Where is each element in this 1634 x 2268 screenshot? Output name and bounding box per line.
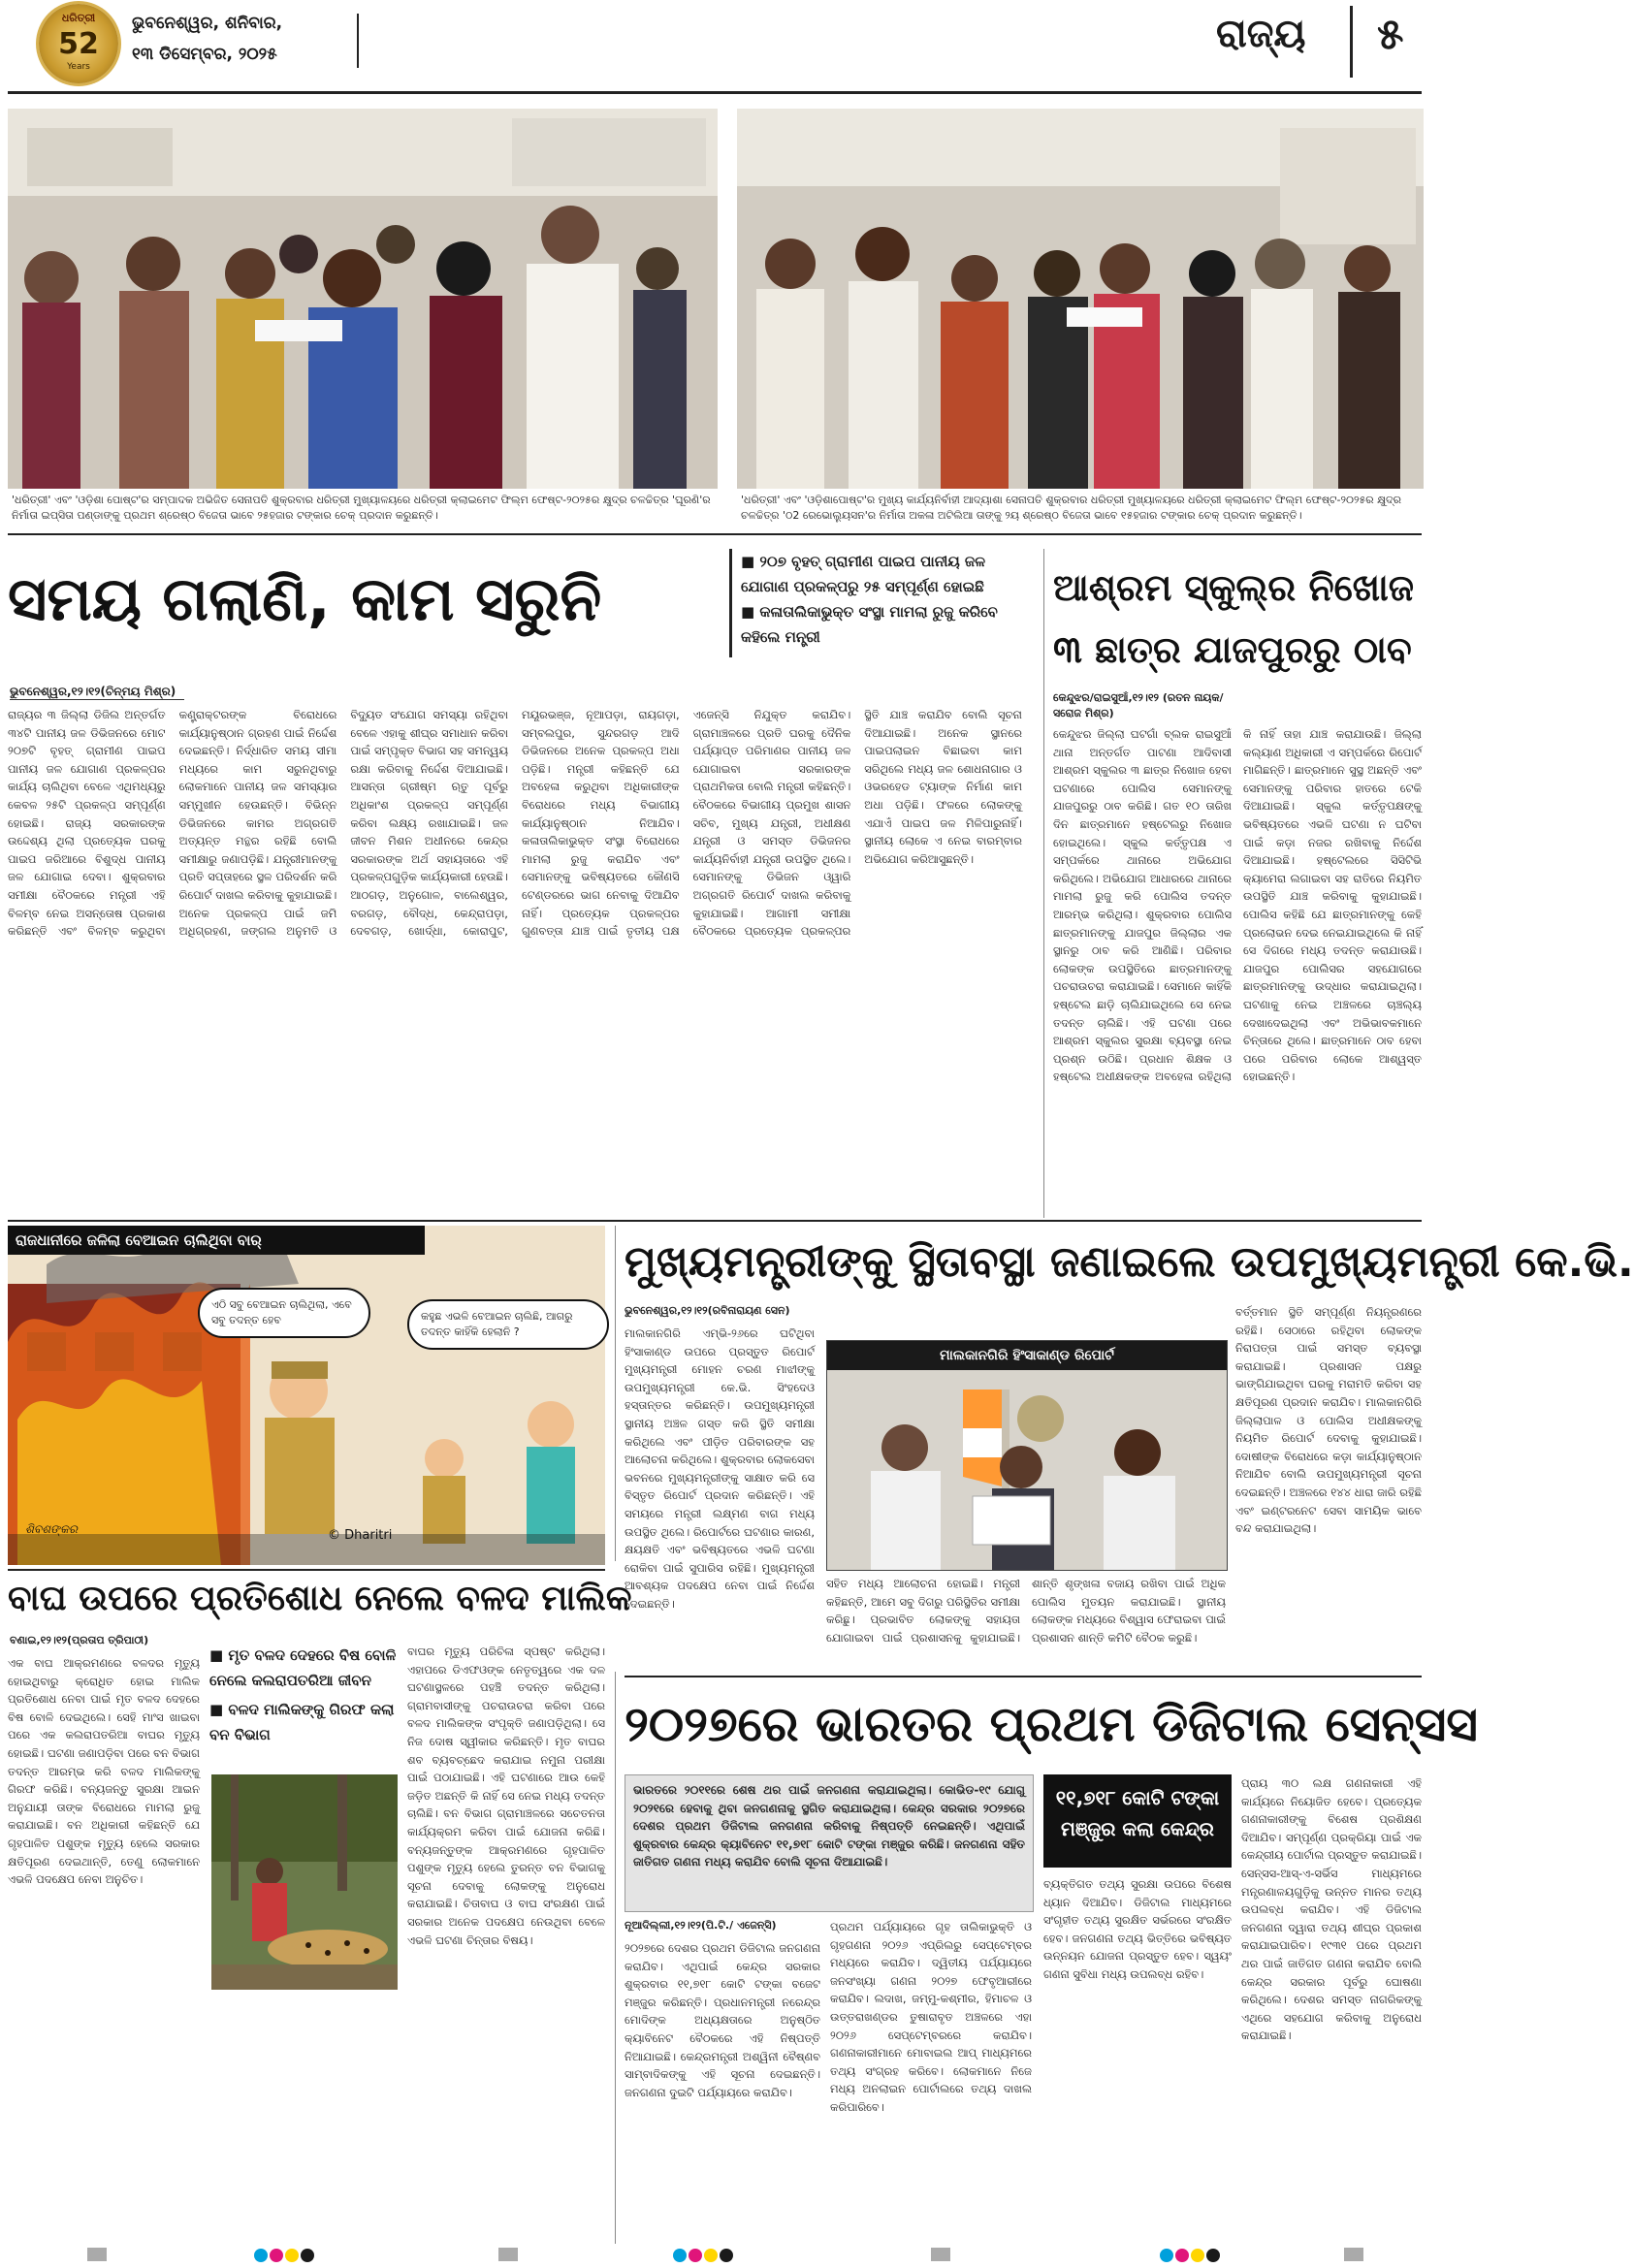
page-number: ୫: [1377, 10, 1404, 59]
story5-budget-box: [1043, 1774, 1232, 1868]
registration-bar-mid-left: [498, 2248, 518, 2261]
cartoon-title-box: [8, 1226, 425, 1255]
story4-body-left: ଏକ ବାଘ ଆକ୍ରମଣରେ ବଳଦର ମୃତ୍ୟୁ ହୋଇଥିବାରୁ କ୍ରୋଧିତ ହୋଇ ମାଲିକ ପ୍ରତିଶୋଧ ନେବା ପାଇଁ ମୃତ ବଳଦ ଦେହରେ ବିଷ ବୋଳି ଦେଇଥିଲେ। ସେହି ମାଂସ ଖାଇବା ପରେ ଏକ କଲରାପତରିଆ ବାଘର ମୃତ୍ୟୁ ହୋଇଛି। ଘଟଣା ଜଣାପଡ଼ିବା ପରେ ବନ ବିଭାଗ ତଦନ୍ତ ଆରମ୍ଭ କରି ବଳଦ ମାଲିକଙ୍କୁ ଗିରଫ କରିଛି। ବନ୍ୟଜନ୍ତୁ ସୁରକ୍ଷା ଆଇନ ଅନୁଯାୟୀ ତାଙ୍କ ବିରୋଧରେ ମାମଲା ରୁଜୁ କରାଯାଇଛି। ବନ ଅଧିକାରୀ କହିଛନ୍ତି ଯେ ଗୃହପାଳିତ ପଶୁଙ୍କ ମୃତ୍ୟୁ ହେଲେ ସରକାର କ୍ଷତିପୂରଣ ଦେଇଥାନ୍ତି, ତେଣୁ ଲୋକମାନେ ଏଭଳି ପଦକ୍ଷେପ ନେବା ଅନୁଚିତ।: [8, 1656, 200, 1887]
story5-top-rule: [625, 1676, 1422, 1677]
story5-budget-line1: ୧୧,୭୧୮ କୋଟି ଟଙ୍କା: [1055, 1786, 1220, 1809]
story4-dateline: ବଣାଇ,୧୨।୧୨(ପ୍ରତାପ ତ୍ରିପାଠୀ): [10, 1634, 149, 1646]
masthead-rule: [8, 91, 1422, 94]
cartoon-title: ରାଜଧାନୀରେ ଜଳିଲା ବେଆଇନ ଚାଲିଥିବା ବାର୍‌: [16, 1231, 262, 1249]
story1-bullet-2: ■ କଳାତାଲିକାଭୁକ୍ତ ସଂସ୍ଥା ମାମଲା ରୁଜୁ କରିବେ କହିଲେ ମନ୍ତ୍ରୀ: [741, 599, 1032, 650]
cartoon-panel: [8, 1226, 605, 1565]
story2-body: କେନ୍ଦୁଝର ଜିଲ୍ଲା ଘଟଗାଁ ବ୍ଲକ ରାଇସୁଆଁ ଥାନା ଅନ୍ତର୍ଗତ ପାଟଣା ଆଦିବାସୀ ଆଶ୍ରମ ସ୍କୁଲର ୩ ଛାତ୍ର ନିଖୋଜ ହେବା ଘଟଣାରେ ପୋଲିସ ସେମାନଙ୍କୁ ଯାଜପୁରରୁ ଠାବ କରିଛି। ଗତ ୧୦ ତାରିଖ ଦିନ ଛାତ୍ରମାନେ ହଷ୍ଟେଲରୁ ନିଖୋଜ ହୋଇଥିଲେ। ସ୍କୁଲ କର୍ତ୍ତୃପକ୍ଷ ଏ ସମ୍ପର୍କରେ ଥାନାରେ ଅଭିଯୋଗ କରିଥିଲେ। ଅଭିଯୋଗ ଆଧାରରେ ଥାନାରେ ମାମଲା ରୁଜୁ କରି ପୋଲିସ ତଦନ୍ତ ଆରମ୍ଭ କରିଥିଲା। ଶୁକ୍ରବାର ପୋଲିସ ଛାତ୍ରମାନଙ୍କୁ ଯାଜପୁର ଜିଲ୍ଲାର ଏକ ସ୍ଥାନରୁ ଠାବ କରି ଆଣିଛି। ପରିବାର ଲୋକଙ୍କ ଉପସ୍ଥିତିରେ ଛାତ୍ରମାନଙ୍କୁ ପଚରାଉଚରା କରାଯାଇଛି। ସେମାନେ କାହିଁକି ହଷ୍ଟେଲ ଛାଡ଼ି ଚାଲିଯାଇଥିଲେ ସେ ନେଇ ତଦନ୍ତ ଚାଲିଛି। ଏହି ଘଟଣା ପରେ ଆଶ୍ରମ ସ୍କୁଲର ସୁରକ୍ଷା ବ୍ୟବସ୍ଥା ନେଇ ପ୍ରଶ୍ନ ଉଠିଛି। ପ୍ରଧାନ ଶିକ୍ଷକ ଓ ହଷ୍ଟେଲ ଅଧୀକ୍ଷକଙ୍କ ଅବହେଳା ରହିଥିଲା କି ନାହିଁ ତାହା ଯାଞ୍ଚ କରାଯାଉଛି। ଜିଲ୍ଲା କଲ୍ୟାଣ ଅଧିକାରୀ ଏ ସମ୍ପର୍କରେ ରିପୋର୍ଟ ମାଗିଛନ୍ତି। ଛାତ୍ରମାନେ ସୁସ୍ଥ ଅଛନ୍ତି ଏବଂ ସେମାନଙ୍କୁ ପରିବାର ହାତରେ ଟେକି ଦିଆଯାଇଛି। ସ୍କୁଲ କର୍ତ୍ତୃପକ୍ଷଙ୍କୁ ଭବିଷ୍ୟତରେ ଏଭଳି ଘଟଣା ନ ଘଟିବା ପାଇଁ କଡ଼ା ନଜର ରଖିବାକୁ ନିର୍ଦ୍ଦେଶ ଦିଆଯାଇଛି। ହଷ୍ଟେଲରେ ସିସିଟିଭି କ୍ୟାମେରା ଲଗାଇବା ସହ ରାତିରେ ନିୟମିତ ଉପସ୍ଥିତି ଯାଞ୍ଚ କରିବାକୁ କୁହାଯାଇଛି। ପୋଲିସ କହିଛି ଯେ ଛାତ୍ରମାନଙ୍କୁ କେହି ପ୍ରଲୋଭନ ଦେଇ ନେଇଯାଇଥିଲେ କି ନାହିଁ ସେ ଦିଗରେ ମଧ୍ୟ ତଦନ୍ତ କରାଯାଉଛି। ଯାଜପୁର ପୋଲିସର ସହଯୋଗରେ ଛାତ୍ରମାନଙ୍କୁ ଉଦ୍ଧାର କରାଯାଇଥିଲା। ଘଟଣାକୁ ନେଇ ଅଞ୍ଚଳରେ ଚାଞ୍ଚଲ୍ୟ ଦେଖାଦେଇଥିଲା ଏବଂ ଅଭିଭାବକମାନେ ଚିନ୍ତାରେ ଥିଲେ। ଛାତ୍ରମାନେ ଠାବ ହେବା ପରେ ପରିବାର ଲୋକେ ଆଶ୍ୱସ୍ତ ହୋଇଛନ୍ତି।: [1053, 727, 1422, 1084]
story5-body-right: ପ୍ରାୟ ୩୦ ଲକ୍ଷ ଗଣନାକାରୀ ଏହି କାର୍ଯ୍ୟରେ ନିୟୋଜିତ ହେବେ। ପ୍ରତ୍ୟେକ ଗଣନାକାରୀଙ୍କୁ ବିଶେଷ ପ୍ରଶିକ୍ଷଣ ଦିଆଯିବ। ସମ୍ପୂର୍ଣ୍ଣ ପ୍ରକ୍ରିୟା ପାଇଁ ଏକ କେନ୍ଦ୍ରୀୟ ପୋର୍ଟାଲ ପ୍ରସ୍ତୁତ କରାଯାଇଛି। ସେନ୍‌ସସ-ଆସ୍-ଏ-ସର୍ଭିସ ମାଧ୍ୟମରେ ମନ୍ତ୍ରଣାଳୟଗୁଡ଼ିକୁ ଉନ୍ନତ ମାନର ତଥ୍ୟ ଉପଲବ୍ଧ କରାଯିବ। ଏହି ଡିଜିଟାଲ ଜନଗଣନା ଦ୍ୱାରା ତଥ୍ୟ ଶୀଘ୍ର ପ୍ରକାଶ କରାଯାଇପାରିବ। ୧୯୩୧ ପରେ ପ୍ରଥମ ଥର ପାଇଁ ଜାତିଗତ ଗଣନା କରାଯିବ ବୋଲି କେନ୍ଦ୍ର ସରକାର ପୂର୍ବରୁ ଘୋଷଣା କରିଥିଲେ। ଦେଶର ସମସ୍ତ ନାଗରିକଙ୍କୁ ଏଥିରେ ସହଯୋଗ କରିବାକୁ ଅନୁରୋଧ କରାଯାଇଛି।: [1241, 1776, 1422, 2043]
place-day: ଭୁବନେଶ୍ୱର, ଶନିବାର,: [132, 14, 283, 33]
magenta-swatch: [689, 2249, 702, 2262]
photo-award-right: [737, 109, 1424, 489]
yellow-swatch: [285, 2249, 299, 2262]
yellow-swatch: [1191, 2249, 1204, 2262]
story5-intro-box: [625, 1774, 1034, 1912]
story5-box-text: ବ୍ୟକ୍ତିଗତ ତଥ୍ୟ ସୁରକ୍ଷା ଉପରେ ବିଶେଷ ଧ୍ୟାନ ଦିଆଯିବ। ଡିଜିଟାଲ ମାଧ୍ୟମରେ ସଂଗୃହୀତ ତଥ୍ୟ ସୁରକ୍ଷିତ ସର୍ଭରରେ ସଂରକ୍ଷିତ ହେବ। ଜନଗଣନା ତଥ୍ୟ ଭିତ୍ତିରେ ଭବିଷ୍ୟତ ଉନ୍ନୟନ ଯୋଜନା ପ୍ରସ୍ତୁତ ହେବ। ସ୍ୱୟଂ ଗଣନା ସୁବିଧା ମଧ୍ୟ ଉପଲବ୍ଧ ରହିବ।: [1043, 1877, 1232, 1981]
story5-body-mid: ପ୍ରଥମ ପର୍ଯ୍ୟାୟରେ ଗୃହ ତାଲିକାଭୁକ୍ତି ଓ ଗୃହଗଣନା ୨୦୨୬ ଏପ୍ରିଲରୁ ସେପ୍ଟେମ୍ବର ମଧ୍ୟରେ କରାଯିବ। ଦ୍ୱିତୀୟ ପର୍ଯ୍ୟାୟରେ ଜନସଂଖ୍ୟା ଗଣନା ୨୦୨୭ ଫେବୃଆରୀରେ କରାଯିବ। ଲଦାଖ, ଜମ୍ମୁ-କଶ୍ମୀର, ହିମାଚଳ ଓ ଉତ୍ତରାଖଣ୍ଡର ତୁଷାରାବୃତ ଅଞ୍ଚଳରେ ଏହା ୨୦୨୬ ସେପ୍ଟେମ୍ବରରେ କରାଯିବ। ଗଣନାକାରୀମାନେ ମୋବାଇଲ ଆପ୍ ମାଧ୍ୟମରେ ତଥ୍ୟ ସଂଗ୍ରହ କରିବେ। ଲୋକମାନେ ନିଜେ ମଧ୍ୟ ଅନଲାଇନ ପୋର୍ଟାଲରେ ତଥ୍ୟ ଦାଖଲ କରିପାରିବେ।: [830, 1920, 1032, 2114]
story5-intro: ଭାରତରେ ୨୦୧୧ରେ ଶେଷ ଥର ପାଇଁ ଜନଗଣନା କରାଯାଇଥିଲା। କୋଭିଡ-୧୯ ଯୋଗୁ ୨୦୨୧ରେ ହେବାକୁ ଥିବା ଜନଗଣନାକୁ ସ୍ଥଗିତ କରାଯାଇଥିଲା। କେନ୍ଦ୍ର ସରକାର ୨୦୨୭ରେ ଦେଶର ପ୍ରଥମ ଡିଜିଟାଲ ଜନଗଣନା କରିବାକୁ ନିଷ୍ପତ୍ତି ନେଇଛନ୍ତି। ଏଥିପାଇଁ ଶୁକ୍ରବାର କେନ୍ଦ୍ର କ୍ୟାବିନେଟ ୧୧,୭୧୮ କୋଟି ଟଙ୍କା ମଞ୍ଜୁର କରିଛି। ଜନଗଣନା ସହିତ ଜାତିଗତ ଗଣନା ମଧ୍ୟ କରାଯିବ ବୋଲି ସୂଚନା ଦିଆଯାଇଛି।: [633, 1783, 1025, 1869]
dharitri-logo: [39, 4, 118, 83]
registration-bar-left: [87, 2248, 107, 2261]
story4-bullet-2: ■ ବଳଦ ମାଲିକଙ୍କୁ ଗିରଫ କଲା ବନ ବିଭାଗ: [209, 1697, 400, 1747]
story4-bullet-1: ■ ମୃତ ବଳଦ ଦେହରେ ବିଷ ବୋଳି ନେଲେ କଲରାପତରିଆ ଜୀବନ: [209, 1643, 400, 1693]
rule-lower-left: [8, 1569, 605, 1571]
photo-award-left: [8, 109, 718, 489]
logo-years-label: Years: [67, 62, 90, 72]
dead-leopard-photo: [211, 1774, 398, 1990]
story1-bullet-divider: [729, 549, 732, 657]
story2-left-border: [1043, 549, 1044, 1218]
cartoonist-signature: ଶିବଶଙ୍କର: [25, 1522, 78, 1536]
color-registration-mid: [673, 2248, 751, 2261]
black-swatch: [301, 2249, 314, 2262]
story1-bullets: [741, 549, 1032, 650]
section-divider: [1350, 6, 1353, 78]
cartoon-illustration: [8, 1226, 605, 1565]
story4-body-right: ବାଘର ମୃତ୍ୟୁ ପରିଚିଳା ସ୍ପଷ୍ଟ କରିଥିଲା। ଏହାପରେ ଡିଏଫଓଙ୍କ ନେତୃତ୍ୱରେ ଏକ ଦଳ ଘଟଣାସ୍ଥଳରେ ପହଞ୍ଚି ତଦନ୍ତ କରିଥିଲା। ଗ୍ରାମବାସୀଙ୍କୁ ପଚରାଉଚରା କରିବା ପରେ ବଳଦ ମାଲିକଙ୍କ ସଂପୃକ୍ତି ଜଣାପଡ଼ିଥିଲା। ସେ ନିଜ ଦୋଷ ସ୍ୱୀକାର କରିଛନ୍ତି। ମୃତ ବାଘର ଶବ ବ୍ୟବଚ୍ଛେଦ କରାଯାଇ ନମୁନା ପରୀକ୍ଷା ପାଇଁ ପଠାଯାଇଛି। ଏହି ଘଟଣାରେ ଆଉ କେହି ଜଡ଼ିତ ଅଛନ୍ତି କି ନାହିଁ ସେ ନେଇ ମଧ୍ୟ ତଦନ୍ତ ଚାଲିଛି। ବନ ବିଭାଗ ଗ୍ରାମାଞ୍ଚଳରେ ସଚେତନତା କାର୍ଯ୍ୟକ୍ରମ କରିବା ପାଇଁ ଯୋଜନା କରିଛି। ବନ୍ୟଜନ୍ତୁଙ୍କ ଆକ୍ରମଣରେ ଗୃହପାଳିତ ପଶୁଙ୍କ ମୃତ୍ୟୁ ହେଲେ ତୁରନ୍ତ ବନ ବିଭାଗକୁ ସୂଚନା ଦେବାକୁ ଲୋକଙ୍କୁ ଅନୁରୋଧ କରାଯାଇଛି। ଚିତାବାଘ ଓ ବାଘ ସଂରକ୍ଷଣ ପାଇଁ ସରକାର ଅନେକ ପଦକ୍ଷେପ ନେଉଥିବା ବେଳେ ଏଭଳି ଘଟଣା ଚିନ୍ତାର ବିଷୟ।: [407, 1645, 605, 1947]
black-swatch: [1206, 2249, 1220, 2262]
registration-bar-mid-right: [931, 2248, 950, 2261]
story4-bullets: [209, 1643, 400, 1747]
story1-body: ରାଜ୍ୟର ୩ ଜିଲ୍ଲା ଡିଜିଲ ଅନ୍ତର୍ଗତ ୩୪ଟି ପାନୀୟ ଜଳ ଡିଭିଜନରେ ମୋଟ ୨୦୭ଟି ବୃହତ୍ ଗ୍ରାମୀଣ ପାଇପ ପାନୀୟ ଜଳ ଯୋଗାଣ ପ୍ରକଳ୍ପର କାର୍ଯ୍ୟ ଚାଲିଥିବା ବେଳେ ଏଥିମଧ୍ୟରୁ କେବଳ ୨୫ଟି ପ୍ରକଳ୍ପ ସମ୍ପୂର୍ଣ୍ଣ ହୋଇଛି। ରାଜ୍ୟ ସରକାରଙ୍କ ଉଦ୍ଦେଶ୍ୟ ଥିଲା ପ୍ରତ୍ୟେକ ଘରକୁ ପାଇପ ଜରିଆରେ ବିଶୁଦ୍ଧ ପାନୀୟ ଜଳ ଯୋଗାଇ ଦେବା। ଶୁକ୍ରବାର ସମୀକ୍ଷା ବୈଠକରେ ମନ୍ତ୍ରୀ ଏହି ବିଳମ୍ବ ନେଇ ଅସନ୍ତୋଷ ପ୍ରକାଶ କରିଛନ୍ତି ଏବଂ ବିଳମ୍ବ କରୁଥିବା କଣ୍ଟ୍ରାକ୍ଟରଙ୍କ ବିରୋଧରେ କାର୍ଯ୍ୟାନୁଷ୍ଠାନ ଗ୍ରହଣ ପାଇଁ ନିର୍ଦ୍ଦେଶ ଦେଇଛନ୍ତି। ନିର୍ଦ୍ଧାରିତ ସମୟ ସୀମା ମଧ୍ୟରେ କାମ ସରୁନଥିବାରୁ ଲୋକମାନେ ପାନୀୟ ଜଳ ସମସ୍ୟାର ସମ୍ମୁଖୀନ ହେଉଛନ୍ତି। ବିଭିନ୍ନ ଡିଭିଜନରେ କାମର ଅଗ୍ରଗତି ଅତ୍ୟନ୍ତ ମନ୍ଥର ରହିଛି ବୋଲି ସମୀକ୍ଷାରୁ ଜଣାପଡ଼ିଛି। ଯନ୍ତ୍ରୀମାନଙ୍କୁ ପ୍ରତି ସପ୍ତାହରେ ସ୍ଥଳ ପରିଦର୍ଶନ କରି ରିପୋର୍ଟ ଦାଖଲ କରିବାକୁ କୁହାଯାଇଛି। ଅନେକ ପ୍ରକଳ୍ପ ପାଇଁ ଜମି ଅଧିଗ୍ରହଣ, ଜଙ୍ଗଲ ଅନୁମତି ଓ ବିଦ୍ୟୁତ ସଂଯୋଗ ସମସ୍ୟା ରହିଥିବା ବେଳେ ଏହାକୁ ଶୀଘ୍ର ସମାଧାନ କରିବା ପାଇଁ ସମ୍ପୃକ୍ତ ବିଭାଗ ସହ ସମନ୍ୱୟ ରକ୍ଷା କରିବାକୁ ନିର୍ଦ୍ଦେଶ ଦିଆଯାଇଛି। ଆସନ୍ତା ଗ୍ରୀଷ୍ମ ଋତୁ ପୂର୍ବରୁ ଅଧିକାଂଶ ପ୍ରକଳ୍ପ ସମ୍ପୂର୍ଣ୍ଣ କରିବା ଲକ୍ଷ୍ୟ ରଖାଯାଇଛି। ଜଳ ଜୀବନ ମିଶନ ଅଧୀନରେ କେନ୍ଦ୍ର ସରକାରଙ୍କ ଅର୍ଥ ସହାୟତାରେ ଏହି ପ୍ରକଳ୍ପଗୁଡ଼ିକ କାର୍ଯ୍ୟକାରୀ ହେଉଛି। ଆଠଗଡ଼, ଅନୁଗୋଳ, ବାଲେଶ୍ୱର, ବରଗଡ଼, ବୌଦ୍ଧ, କେନ୍ଦ୍ରାପଡ଼ା, ଦେବଗଡ଼, ଖୋର୍ଦ୍ଧା, କୋରାପୁଟ, ମୟୂରଭଞ୍ଜ, ନୂଆପଡ଼ା, ରାୟଗଡ଼ା, ସମ୍ବଲପୁର, ସୁନ୍ଦରଗଡ଼ ଆଦି ଡିଭିଜନରେ ଅନେକ ପ୍ରକଳ୍ପ ଅଧା ପଡ଼ିଛି। ମନ୍ତ୍ରୀ କହିଛନ୍ତି ଯେ ଅବହେଳା କରୁଥିବା ଅଧିକାରୀଙ୍କ ବିରୋଧରେ ମଧ୍ୟ ବିଭାଗୀୟ କାର୍ଯ୍ୟାନୁଷ୍ଠାନ ନିଆଯିବ। କଳାତାଲିକାଭୁକ୍ତ ସଂସ୍ଥା ବିରୋଧରେ ମାମଲା ରୁଜୁ କରାଯିବ ଏବଂ ସେମାନଙ୍କୁ ଭବିଷ୍ୟତରେ କୌଣସି ଟେଣ୍ଡରରେ ଭାଗ ନେବାକୁ ଦିଆଯିବ ନାହିଁ। ପ୍ରତ୍ୟେକ ପ୍ରକଳ୍ପର ଗୁଣବତ୍ତା ଯାଞ୍ଚ ପାଇଁ ତୃତୀୟ ପକ୍ଷ ଏଜେନ୍ସି ନିଯୁକ୍ତ କରାଯିବ। ଗ୍ରାମାଞ୍ଚଳରେ ପ୍ରତି ଘରକୁ ଦୈନିକ ପର୍ଯ୍ୟାପ୍ତ ପରିମାଣର ପାନୀୟ ଜଳ ଯୋଗାଇବା ସରକାରଙ୍କ ପ୍ରାଥମିକତା ବୋଲି ମନ୍ତ୍ରୀ କହିଛନ୍ତି। ବୈଠକରେ ବିଭାଗୀୟ ପ୍ରମୁଖ ଶାସନ ସଚିବ, ମୁଖ୍ୟ ଯନ୍ତ୍ରୀ, ଅଧୀକ୍ଷଣ ଯନ୍ତ୍ରୀ ଓ ସମସ୍ତ ଡିଭିଜନର କାର୍ଯ୍ୟନିର୍ବାହୀ ଯନ୍ତ୍ରୀ ଉପସ୍ଥିତ ଥିଲେ। ସେମାନଙ୍କୁ ଡିଭିଜନ ଓ୍ୱାରି ଅଗ୍ରଗତି ରିପୋର୍ଟ ଦାଖଲ କରିବାକୁ କୁହାଯାଇଛି। ଆଗାମୀ ସମୀକ୍ଷା ବୈଠକରେ ପ୍ରତ୍ୟେକ ପ୍ରକଳ୍ପର ସ୍ଥିତି ଯାଞ୍ଚ କରାଯିବ ବୋଲି ସୂଚନା ଦିଆଯାଇଛି। ଅନେକ ସ୍ଥାନରେ ପାଇପଲାଇନ ବିଛାଇବା କାମ ସରିଥିଲେ ମଧ୍ୟ ଜଳ ଶୋଧନାଗାର ଓ ଓଭରହେଡ ଟ୍ୟାଙ୍କ ନିର୍ମାଣ କାମ ଅଧା ପଡ଼ିଛି। ଫଳରେ ଲୋକଙ୍କୁ ଏଯାଏଁ ପାଇପ ଜଳ ମିଳିପାରୁନାହିଁ। ସ୍ଥାନୀୟ ଲୋକେ ଏ ନେଇ ବାରମ୍ବାର ଅଭିଯୋଗ କରିଆସୁଛନ୍ତି।: [8, 708, 1022, 939]
story1-headline: ସମୟ ଗଲାଣି, କାମ ସରୁନି: [8, 563, 602, 634]
story3-body-left: ମାଲକାନଗିରି ଏମ୍‌ଭି-୨୬ରେ ଘଟିଥିବା ହିଂସାକାଣ୍ଡ ଉପରେ ପ୍ରସ୍ତୁତ ରିପୋର୍ଟ ମୁଖ୍ୟମନ୍ତ୍ରୀ ମୋହନ ଚରଣ ମାଝୀଙ୍କୁ ଉପମୁଖ୍ୟମନ୍ତ୍ରୀ କେ.ଭି. ସିଂହଦେଓ ହସ୍ତାନ୍ତର କରିଛନ୍ତି। ଉପମୁଖ୍ୟମନ୍ତ୍ରୀ ସ୍ଥାନୀୟ ଅଞ୍ଚଳ ଗସ୍ତ କରି ସ୍ଥିତି ସମୀକ୍ଷା କରିଥିଲେ ଏବଂ ପୀଡ଼ିତ ପରିବାରଙ୍କ ସହ ଆଲୋଚନା କରିଥିଲେ। ଶୁକ୍ରବାର ଲୋକସେବା ଭବନରେ ମୁଖ୍ୟମନ୍ତ୍ରୀଙ୍କୁ ସାକ୍ଷାତ କରି ସେ ବିସ୍ତୃତ ରିପୋର୍ଟ ପ୍ରଦାନ କରିଛନ୍ତି। ଏହି ସମୟରେ ମନ୍ତ୍ରୀ ଲକ୍ଷ୍ମଣ ବାଗ ମଧ୍ୟ ଉପସ୍ଥିତ ଥିଲେ। ରିପୋର୍ଟରେ ଘଟଣାର କାରଣ, କ୍ଷୟକ୍ଷତି ଏବଂ ଭବିଷ୍ୟତରେ ଏଭଳି ଘଟଣା ରୋକିବା ପାଇଁ ସୁପାରିସ ରହିଛି। ମୁଖ୍ୟମନ୍ତ୍ରୀ ଆବଶ୍ୟକ ପଦକ୍ଷେପ ନେବା ପାଇଁ ନିର୍ଦ୍ଦେଶ ଦେଇଛନ୍ତି।: [625, 1326, 815, 1611]
color-registration-right: [1160, 2248, 1237, 2261]
story3-body-mid: ସହିତ ମଧ୍ୟ ଆଲୋଚନା ହୋଇଛି। ମନ୍ତ୍ରୀ କହିଛନ୍ତି, ଆମେ ସବୁ ଦିଗରୁ ପରିସ୍ଥିତିର ସମୀକ୍ଷା କରିଛୁ। ପ୍ରଭାବିତ ଲୋକଙ୍କୁ ସହାୟତା ଯୋଗାଇବା ପାଇଁ ପ୍ରଶାସନକୁ କୁହାଯାଇଛି। ଶାନ୍ତି ଶୃଙ୍ଖଳା ବଜାୟ ରଖିବା ପାଇଁ ଅଧିକ ପୋଲିସ ମୁତୟନ କରାଯାଇଛି। ସ୍ଥାନୀୟ ଲୋକଙ୍କ ମଧ୍ୟରେ ବିଶ୍ୱାସ ଫେରାଇବା ପାଇଁ ପ୍ରଶାସନ ଶାନ୍ତି କମିଟି ବୈଠକ କରୁଛି।: [826, 1577, 1226, 1645]
story4-headline: ବାଘ ଉପରେ ପ୍ରତିଶୋଧ ନେଲେ ବଳଦ ମାଲିକ: [8, 1579, 632, 1618]
story3-left-border: [615, 1226, 616, 1561]
story5-left-border: [615, 1672, 616, 2244]
award-ceremony-photo-left: [8, 109, 718, 489]
cartoon-credit: © Dharitri: [328, 1528, 393, 1543]
story2-dateline: କେନ୍ଦୁଝର/ରାଇସୁଆଁ,୧୨।୧୨ (ରତନ ନାୟକ/ସରୋଜ ମିଶ୍ର): [1053, 691, 1224, 719]
story5-dateline: ନୂଆଦିଲ୍ଲୀ,୧୨।୧୨(ପି.ଟି./ ଏଜେନ୍ସି): [625, 1919, 777, 1932]
magenta-swatch: [270, 2249, 283, 2262]
logo-wordmark: ଧରିତ୍ରୀ: [61, 12, 96, 24]
award-ceremony-photo-right: [737, 109, 1424, 489]
cyan-swatch: [254, 2249, 268, 2262]
story4-photo: [211, 1774, 398, 1990]
black-swatch: [720, 2249, 733, 2262]
rule-mid-page: [8, 1220, 1422, 1222]
registration-bar-right: [1344, 2248, 1363, 2261]
story2-headline-line2: ୩ ଛାତ୍ର ଯାଜପୁରରୁ ଠାବ: [1053, 628, 1412, 671]
story3-dateline: ଭୁବନେଶ୍ୱର,୧୨।୧୨(ରବିନାରାୟଣ ସେନ): [625, 1304, 790, 1317]
yellow-swatch: [704, 2249, 718, 2262]
story1-dateline: ଭୁବନେଶ୍ୱର,୧୨।୧୨(ଚିନ୍ମୟ ମିଶ୍ର): [10, 685, 184, 700]
masthead-date-divider: [357, 14, 359, 68]
story5-body-left: ୨୦୨୭ରେ ଦେଶର ପ୍ରଥମ ଡିଜିଟାଲ ଜନଗଣନା କରାଯିବ। ଏଥିପାଇଁ କେନ୍ଦ୍ର ସରକାର ଶୁକ୍ରବାର ୧୧,୭୧୮ କୋଟି ଟଙ୍କା ବଜେଟ ମଞ୍ଜୁର କରିଛନ୍ତି। ପ୍ରଧାନମନ୍ତ୍ରୀ ନରେନ୍ଦ୍ର ମୋଦିଙ୍କ ଅଧ୍ୟକ୍ଷତାରେ ଅନୁଷ୍ଠିତ କ୍ୟାବିନେଟ ବୈଠକରେ ଏହି ନିଷ୍ପତ୍ତି ନିଆଯାଇଛି। କେନ୍ଦ୍ରମନ୍ତ୍ରୀ ଅଶ୍ୱିନୀ ବୈଷ୍ଣବ ସାମ୍ବାଦିକଙ୍କୁ ଏହି ସୂଚନା ଦେଇଛନ୍ତି। ଜନଗଣନା ଦୁଇଟି ପର୍ଯ୍ୟାୟରେ କରାଯିବ।: [625, 1941, 820, 2099]
color-registration-left: [254, 2248, 332, 2261]
section-name: ରାଜ୍ୟ: [1216, 12, 1306, 56]
story3-photo-label: ମାଲକାନଗିରି ହିଂସାକାଣ୍ଡ ରିପୋର୍ଟ: [827, 1341, 1227, 1370]
story1-bullet-1: ■ ୨୦୭ ବୃହତ୍ ଗ୍ରାମୀଣ ପାଇପ ପାନୀୟ ଜଳ ଯୋଗାଣ ପ୍ରକଳ୍ପରୁ ୨୫ ସମ୍ପୂର୍ଣ୍ଣ ହୋଇଛି: [741, 549, 1032, 599]
cartoon-speech-bubble-1: ଏଠି ସବୁ ବେଆଇନ ଚାଲିଥିଲା, ଏବେ ସବୁ ତଦନ୍ତ ହେବ: [198, 1288, 370, 1338]
cyan-swatch: [673, 2249, 687, 2262]
story3-photo-box: [826, 1340, 1228, 1571]
cyan-swatch: [1160, 2249, 1173, 2262]
photo-caption-left: 'ଧରିତ୍ରୀ' ଏବଂ 'ଓଡ଼ିଶା ପୋଷ୍ଟ'ର ସମ୍ପାଦକ ଅଭିଜିତ ସେନାପତି ଶୁକ୍ରବାର ଧରିତ୍ରୀ ମୁଖ୍ୟାଳୟରେ ଧରିତ୍ରୀ କ୍ଲାଇମେଟ ଫିଲ୍ମ ଫେଷ୍ଟ-୨୦୨୫ର କ୍ଷୁଦ୍ର ଚଳଚ୍ଚିତ୍ର 'ଘୂରଣି'ର ନିର୍ମାତା ଇପ୍ସିତା ପଣ୍ଡାଙ୍କୁ ପ୍ରଥମ ଶ୍ରେଷ୍ଠ ବିଜେତା ଭାବେ ୨୫ହଜାର ଟଙ୍କାର ଚେକ୍ ପ୍ରଦାନ କରୁଛନ୍ତି।: [12, 494, 711, 522]
story5-budget-line2: ମଞ୍ଜୁର କଲା କେନ୍ଦ୍ର: [1061, 1817, 1214, 1840]
magenta-swatch: [1175, 2249, 1189, 2262]
story5-headline: ୨୦୨୭ରେ ଭାରତର ପ୍ରଥମ ଡିଜିଟାଲ ସେନ୍‌ସସ: [625, 1696, 1478, 1752]
logo-years-number: 52: [58, 27, 99, 61]
masthead: [0, 0, 1431, 97]
story3-body-right: ବର୍ତ୍ତମାନ ସ୍ଥିତି ସମ୍ପୂର୍ଣ୍ଣ ନିୟନ୍ତ୍ରଣରେ ରହିଛି। ସେଠାରେ ରହିଥିବା ଲୋକଙ୍କ ନିରାପତ୍ତା ପାଇଁ ସମସ୍ତ ବ୍ୟବସ୍ଥା କରାଯାଇଛି। ପ୍ରଶାସନ ପକ୍ଷରୁ ଭାଙ୍ଗିଯାଇଥିବା ଘରକୁ ମରାମତି କରିବା ସହ କ୍ଷତିପୂରଣ ପ୍ରଦାନ କରାଯିବ। ମାଲକାନଗିରି ଜିଲ୍ଲାପାଳ ଓ ପୋଲିସ ଅଧୀକ୍ଷକଙ୍କୁ ନିୟମିତ ରିପୋର୍ଟ ଦେବାକୁ କୁହାଯାଇଛି। ଦୋଷୀଙ୍କ ବିରୋଧରେ କଡ଼ା କାର୍ଯ୍ୟାନୁଷ୍ଠାନ ନିଆଯିବ ବୋଲି ଉପମୁଖ୍ୟମନ୍ତ୍ରୀ ସୂଚନା ଦେଇଛନ୍ତି। ଅଞ୍ଚଳରେ ୧୪୪ ଧାରା ଜାରି ରହିଛି ଏବଂ ଇଣ୍ଟରନେଟ ସେବା ସାମୟିକ ଭାବେ ବନ୍ଦ କରାଯାଇଥିଲା।: [1235, 1305, 1422, 1536]
photo-caption-right: 'ଧରିତ୍ରୀ' ଏବଂ 'ଓଡ଼ିଶାପୋଷ୍ଟ'ର ମୁଖ୍ୟ କାର୍ଯ୍ୟନିର୍ବାହୀ ଆଦ୍ୟାଶା ସେନାପତି ଶୁକ୍ରବାର ଧରିତ୍ରୀ ମୁଖ୍ୟାଳୟରେ ଧରିତ୍ରୀ କ୍ଲାଇମେଟ ଫିଲ୍ମ ଫେଷ୍ଟ-୨୦୨୫ର କ୍ଷୁଦ୍ର ଚଳଚ୍ଚିତ୍ର 'ଠ2 ରେଭୋଲ୍ୟୁସନ'ର ନିର୍ମାତା ଅକଳା ଅଟିଲିଆ ତାଙ୍କୁ ୨ୟ ଶ୍ରେଷ୍ଠ ବିଜେତା ଭାବେ ୧୫ହଜାର ଟଙ୍କାର ଚେକ୍ ପ୍ରଦାନ କରୁଛନ୍ତି।: [741, 494, 1401, 522]
story2-headline-line1: ଆଶ୍ରମ ସ୍କୁଲ୍‌ର ନିଖୋଜ: [1053, 566, 1415, 609]
rule-below-photos: [8, 533, 1422, 535]
story3-headline: ମୁଖ୍ୟମନ୍ତ୍ରୀଙ୍କୁ ସ୍ଥିତାବସ୍ଥା ଜଣାଇଲେ ଉପମୁଖ୍ୟମନ୍ତ୍ରୀ କେ.ଭି.: [625, 1237, 1634, 1287]
issue-date: ୧୩ ଡିସେମ୍ବର, ୨୦୨୫: [132, 45, 277, 64]
cartoon-speech-bubble-2: କହୁଛ ଏଭଳି ବେଆଇନ ଚାଲିଛି, ଆଗରୁ ତଦନ୍ତ କାହିଁକି ହେଲାନି ?: [407, 1299, 609, 1350]
cm-report-photo: [827, 1370, 1227, 1570]
